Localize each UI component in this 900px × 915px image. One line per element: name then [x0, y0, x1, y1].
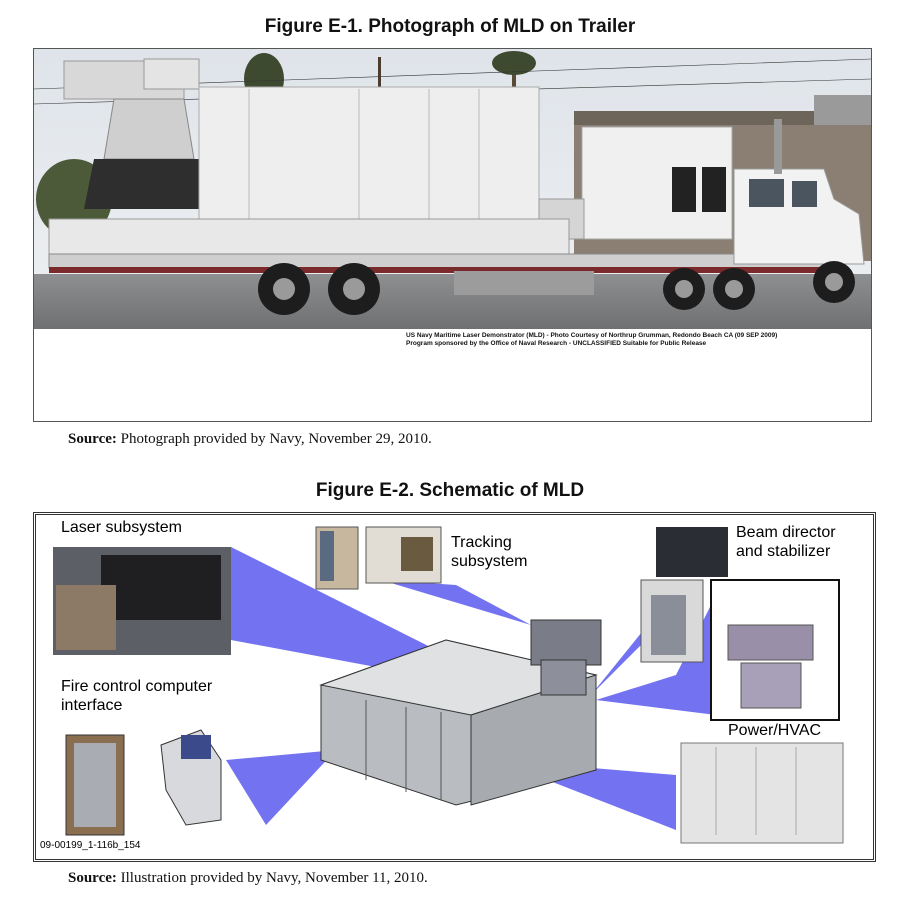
figure-e2-title: Figure E-2. Schematic of MLD [315, 480, 585, 501]
label-fire-control-line1: Fire control computer [61, 678, 213, 695]
source-label: Source: [68, 870, 117, 886]
photo-caption-line-1: US Navy Maritime Laser Demonstrator (MLD) - Photo Courtesy of Northrup Grumman, Redondo Beach CA (09 SEP 2009) [406, 332, 778, 339]
source-text: Photograph provided by Navy, November 29, 2010. [116, 431, 432, 447]
label-power-hvac: Power/HVAC [728, 722, 822, 739]
figure-e2-frame [33, 512, 876, 862]
figure-e1-source [68, 431, 432, 448]
label-tracking-line2: subsystem [451, 553, 528, 570]
label-beam-line1: Beam director [736, 524, 836, 541]
figure-reference-id: 09-00199_1-116b_154 [40, 840, 141, 851]
label-tracking-line1: Tracking [451, 534, 512, 551]
source-label: Source: [68, 431, 117, 447]
figure-e1-title: Figure E-1. Photograph of MLD on Trailer [264, 16, 636, 37]
mld-trailer-photo [34, 49, 871, 329]
label-beam-line2: and stabilizer [736, 543, 831, 560]
photo-caption-line-2: Program sponsored by the Office of Naval Research - UNCLASSIFIED Suitable for Public Release [406, 340, 707, 347]
label-laser-subsystem: Laser subsystem [61, 519, 182, 536]
figure-e2-source [68, 870, 428, 887]
label-fire-control-line2: interface [61, 697, 123, 714]
figure-e1-frame [33, 48, 872, 422]
source-text: Illustration provided by Navy, November 11, 2010. [116, 870, 428, 886]
